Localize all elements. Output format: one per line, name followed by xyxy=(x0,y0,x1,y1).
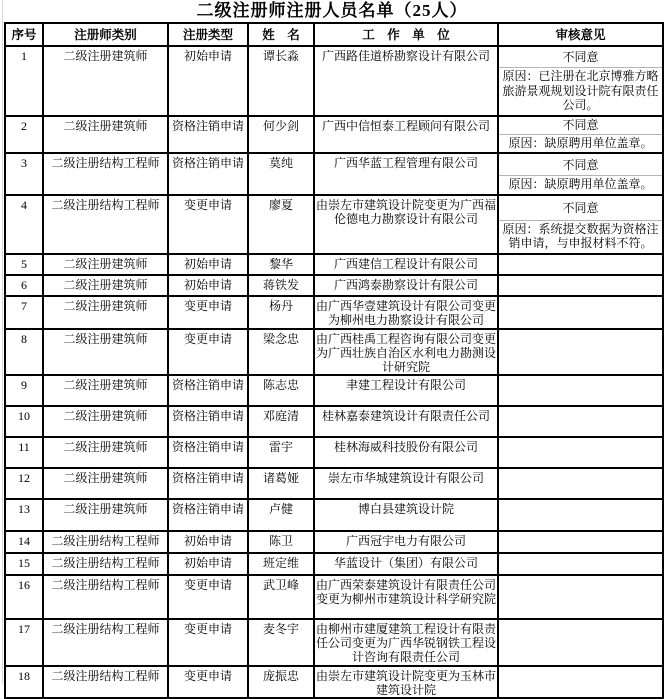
col-header-unit: 工 作 单 位 xyxy=(314,23,498,46)
cell-review xyxy=(498,531,663,553)
cell-unit: 广西路佳道桥勘察设计有限公司 xyxy=(314,46,498,116)
cell-unit: 广西华蓝工程管理有限公司 xyxy=(314,153,498,195)
cell-type: 变更申请 xyxy=(168,575,248,619)
cell-review xyxy=(498,666,663,698)
review-reason: 原因：缺原聘用单位盖章。 xyxy=(499,175,662,194)
cell-review xyxy=(498,254,663,275)
table-row xyxy=(5,46,663,116)
cell-category: 二级注册建筑师 xyxy=(43,468,168,499)
cell-no: 4 xyxy=(5,195,43,254)
cell-name: 诸葛娅 xyxy=(248,468,314,499)
table-row xyxy=(5,499,663,531)
cell-name: 何少剑 xyxy=(248,116,314,154)
col-header-type: 注册类型 xyxy=(168,23,248,46)
table-row xyxy=(5,619,663,666)
cell-type: 变更申请 xyxy=(168,296,248,329)
cell-review xyxy=(498,296,663,329)
table-row xyxy=(5,296,663,329)
cell-name: 庞振忠 xyxy=(248,666,314,698)
cell-name: 陈卫 xyxy=(248,531,314,553)
page-title: 二级注册师注册人员名单（25人） xyxy=(196,1,468,20)
table-row xyxy=(5,195,663,254)
cell-unit: 广西中信恒泰工程顾问有限公司 xyxy=(314,116,498,154)
cell-type: 变更申请 xyxy=(168,666,248,698)
col-header-category: 注册师类别 xyxy=(43,23,168,46)
cell-type: 资格注销申请 xyxy=(168,116,248,154)
cell-name: 蒋铁发 xyxy=(248,275,314,296)
cell-name: 武卫峰 xyxy=(248,575,314,619)
sheet-gridline-left xyxy=(2,0,3,684)
table-body xyxy=(5,46,663,698)
table-row xyxy=(5,468,663,499)
table-row xyxy=(5,153,663,195)
cell-category: 二级注册建筑师 xyxy=(43,437,168,468)
table-row xyxy=(5,666,663,698)
review-opinion: 不同意 xyxy=(562,118,599,132)
col-header-no: 序号 xyxy=(5,23,43,46)
cell-name: 卢健 xyxy=(248,499,314,531)
cell-review xyxy=(498,116,663,154)
table-row xyxy=(5,375,663,406)
review-reason: 原因：已注册在北京博雅方略旅游景观规划设计院有限责任公司。 xyxy=(499,67,662,115)
col-header-name: 姓 名 xyxy=(248,23,314,46)
cell-no: 18 xyxy=(5,666,43,698)
cell-unit: 由崇左市建筑设计院变更为玉林市建筑设计院 xyxy=(314,666,498,698)
cell-category: 二级注册建筑师 xyxy=(43,329,168,375)
cell-unit: 崇左市华城建筑设计有限公司 xyxy=(314,468,498,499)
cell-name: 麦冬宇 xyxy=(248,619,314,666)
cell-type: 初始申请 xyxy=(168,254,248,275)
cell-unit: 由广西华壹建筑设计有限公司变更为柳州电力勘察设计有限公司 xyxy=(314,296,498,329)
cell-name: 梁念忠 xyxy=(248,329,314,375)
cell-no: 13 xyxy=(5,499,43,531)
cell-name: 黎华 xyxy=(248,254,314,275)
cell-category: 二级注册结构工程师 xyxy=(43,531,168,553)
cell-unit: 广西建信工程设计有限公司 xyxy=(314,254,498,275)
cell-no: 3 xyxy=(5,153,43,195)
cell-unit: 华蓝设计（集团）有限公司 xyxy=(314,553,498,575)
cell-name: 邓庭清 xyxy=(248,406,314,437)
table-row xyxy=(5,553,663,575)
cell-unit: 广西鸿泰勘察设计有限公司 xyxy=(314,275,498,296)
table-row xyxy=(5,437,663,468)
cell-type: 资格注销申请 xyxy=(168,499,248,531)
cell-no: 8 xyxy=(5,329,43,375)
cell-type: 资格注销申请 xyxy=(168,437,248,468)
cell-category: 二级注册建筑师 xyxy=(43,296,168,329)
cell-unit: 由崇左市建筑设计院变更为广西福伦德电力勘察设计有限公司 xyxy=(314,195,498,254)
cell-name: 谭长淼 xyxy=(248,46,314,116)
cell-no: 15 xyxy=(5,553,43,575)
registrants-table xyxy=(4,22,664,699)
cell-review xyxy=(498,499,663,531)
cell-unit: 由广西桂禹工程咨询有限公司变更为广西壮族自治区水利电力勘测设计研究院 xyxy=(314,329,498,375)
table-row xyxy=(5,116,663,154)
cell-category: 二级注册结构工程师 xyxy=(43,666,168,698)
cell-no: 5 xyxy=(5,254,43,275)
cell-type: 初始申请 xyxy=(168,531,248,553)
review-reason: 原因：缺原聘用单位盖章。 xyxy=(499,134,662,153)
table-row xyxy=(5,329,663,375)
cell-category: 二级注册结构工程师 xyxy=(43,619,168,666)
cell-name: 莫纯 xyxy=(248,153,314,195)
cell-review xyxy=(498,437,663,468)
cell-unit: 桂林嘉泰建筑设计有限责任公司 xyxy=(314,406,498,437)
cell-category: 二级注册建筑师 xyxy=(43,254,168,275)
cell-review xyxy=(498,153,663,195)
cell-no: 6 xyxy=(5,275,43,296)
cell-no: 7 xyxy=(5,296,43,329)
cell-category: 二级注册结构工程师 xyxy=(43,553,168,575)
cell-type: 资格注销申请 xyxy=(168,153,248,195)
cell-review xyxy=(498,553,663,575)
cell-type: 初始申请 xyxy=(168,46,248,116)
cell-review xyxy=(498,575,663,619)
cell-type: 变更申请 xyxy=(168,329,248,375)
cell-unit: 博白县建筑设计院 xyxy=(314,499,498,531)
cell-type: 变更申请 xyxy=(168,619,248,666)
cell-no: 16 xyxy=(5,575,43,619)
cell-review xyxy=(498,46,663,116)
table-header xyxy=(5,23,663,46)
cell-name: 雷宇 xyxy=(248,437,314,468)
cell-type: 资格注销申请 xyxy=(168,406,248,437)
cell-review xyxy=(498,329,663,375)
cell-no: 10 xyxy=(5,406,43,437)
cell-category: 二级注册建筑师 xyxy=(43,499,168,531)
cell-review xyxy=(498,406,663,437)
cell-category: 二级注册结构工程师 xyxy=(43,195,168,254)
cell-review xyxy=(498,468,663,499)
cell-no: 9 xyxy=(5,375,43,406)
review-reason: 原因：系统提交数据为资格注销申请，与申报材料不符。 xyxy=(499,220,662,253)
cell-category: 二级注册建筑师 xyxy=(43,275,168,296)
cell-review xyxy=(498,619,663,666)
cell-type: 资格注销申请 xyxy=(168,468,248,499)
table-row xyxy=(5,531,663,553)
cell-name: 廖夏 xyxy=(248,195,314,254)
cell-review xyxy=(498,375,663,406)
table-row xyxy=(5,406,663,437)
review-opinion: 不同意 xyxy=(562,200,599,215)
cell-unit: 由广西荣泰建筑设计有限责任公司变更为柳州市建筑设计科学研究院 xyxy=(314,575,498,619)
cell-category: 二级注册建筑师 xyxy=(43,375,168,406)
review-opinion: 不同意 xyxy=(562,157,599,172)
table-row xyxy=(5,254,663,275)
table-row xyxy=(5,275,663,296)
cell-name: 班定维 xyxy=(248,553,314,575)
cell-no: 17 xyxy=(5,619,43,666)
cell-category: 二级注册结构工程师 xyxy=(43,153,168,195)
header-row xyxy=(5,23,663,46)
cell-no: 11 xyxy=(5,437,43,468)
cell-category: 二级注册建筑师 xyxy=(43,46,168,116)
cell-category: 二级注册建筑师 xyxy=(43,116,168,154)
cell-no: 14 xyxy=(5,531,43,553)
cell-review xyxy=(498,275,663,296)
cell-name: 杨丹 xyxy=(248,296,314,329)
cell-type: 初始申请 xyxy=(168,275,248,296)
cell-category: 二级注册建筑师 xyxy=(43,406,168,437)
cell-type: 资格注销申请 xyxy=(168,375,248,406)
cell-no: 2 xyxy=(5,116,43,154)
cell-review xyxy=(498,195,663,254)
cell-name: 陈志忠 xyxy=(248,375,314,406)
cell-no: 1 xyxy=(5,46,43,116)
cell-unit: 聿建工程设计有限公司 xyxy=(314,375,498,406)
cell-no: 12 xyxy=(5,468,43,499)
cell-unit: 桂林海威科技股份有限公司 xyxy=(314,437,498,468)
cell-type: 变更申请 xyxy=(168,195,248,254)
cell-type: 初始申请 xyxy=(168,553,248,575)
col-header-review: 审核意见 xyxy=(498,23,663,46)
cell-unit: 由柳州市建厦建筑工程设计有限责任公司变更为广西华锐钢铁工程设计咨询有限责任公司 xyxy=(314,619,498,666)
cell-category: 二级注册结构工程师 xyxy=(43,575,168,619)
cell-unit: 广西冠宇电力有限公司 xyxy=(314,531,498,553)
review-opinion: 不同意 xyxy=(562,50,599,64)
table-row xyxy=(5,575,663,619)
